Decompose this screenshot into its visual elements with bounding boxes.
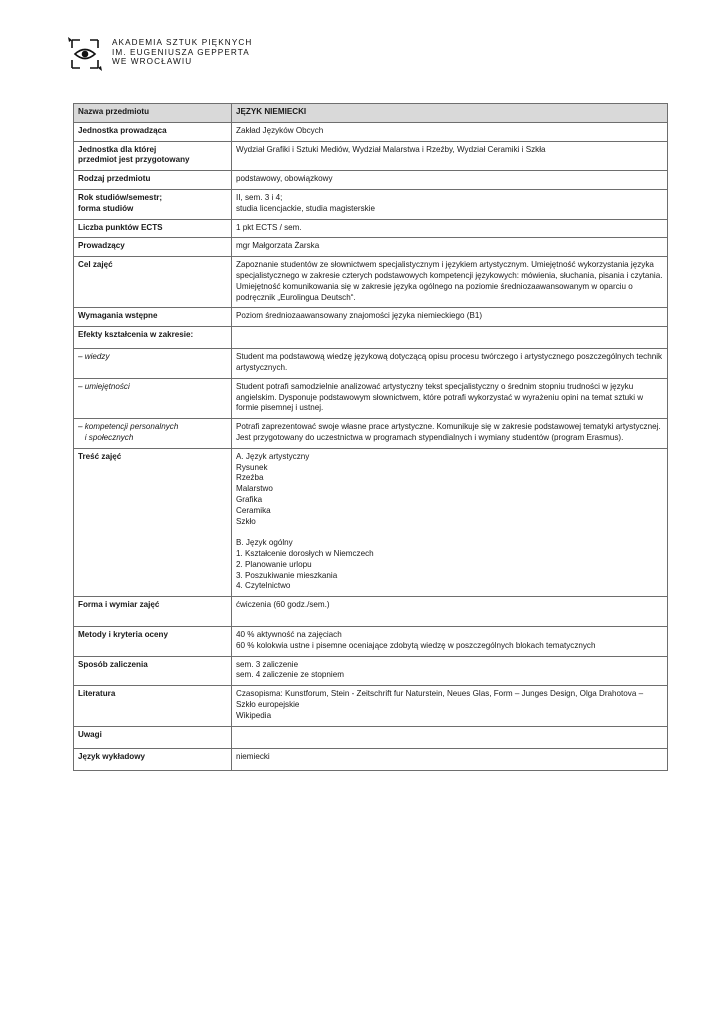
row-ects: [74, 219, 668, 238]
label-credit: Sposób zaliczenia: [74, 656, 232, 686]
row-goal: [74, 257, 668, 308]
row-credit: [74, 656, 668, 686]
row-form: [74, 597, 668, 627]
syllabus-table: [73, 103, 668, 771]
row-notes: [74, 726, 668, 748]
value-unit: Zakład Języków Obcych: [232, 122, 668, 141]
value-competences: Potrafi zaprezentować swoje własne prace artystyczne. Komunikuje się w zakresie podstawowej tematyki artystycznej. Jest przygotowany do uczestnictwa w programach stypendialnych i wymiany studentów (program Erasmus).: [232, 419, 668, 449]
row-competences: [74, 419, 668, 449]
value-instructor: mgr Małgorzata Żarska: [232, 238, 668, 257]
label-course-type: Rodzaj przedmiotu: [74, 171, 232, 190]
academy-name: [112, 34, 252, 67]
academy-name-line-2: IM. EUGENIUSZA GEPPERTA: [112, 47, 250, 57]
label-requirements: Wymagania wstępne: [74, 308, 232, 327]
value-target-unit: Wydział Grafiki i Sztuki Mediów, Wydział Malarstwa i Rzeźby, Wydział Ceramiki i Szkła: [232, 141, 668, 171]
row-assessment: [74, 627, 668, 657]
row-content: [74, 448, 668, 596]
label-ects: Liczba punktów ECTS: [74, 219, 232, 238]
value-credit: sem. 3 zaliczenie sem. 4 zaliczenie ze stopniem: [232, 656, 668, 686]
academy-name-line-1: AKADEMIA SZTUK PIĘKNYCH: [112, 38, 253, 47]
label-goal: Cel zajęć: [74, 257, 232, 308]
label-unit: Jednostka prowadząca: [74, 122, 232, 141]
label-skills: – umiejętności: [74, 378, 232, 418]
value-requirements: Poziom średniozaawansowany znajomości języka niemieckiego (B1): [232, 308, 668, 327]
label-form: Forma i wymiar zajęć: [74, 597, 232, 627]
row-literature: [74, 686, 668, 726]
row-instructor: [74, 238, 668, 257]
label-assessment: Metody i kryteria oceny: [74, 627, 232, 657]
label-knowledge: – wiedzy: [74, 349, 232, 379]
value-language: niemiecki: [232, 748, 668, 770]
value-course-type: podstawowy, obowiązkowy: [232, 171, 668, 190]
value-notes: [232, 726, 668, 748]
header: [66, 34, 252, 74]
value-knowledge: Student ma podstawową wiedzę językową dotyczącą opisu procesu twórczego i artystycznego poszczególnych technik artystycznych.: [232, 349, 668, 379]
row-unit: [74, 122, 668, 141]
label-target-unit: Jednostka dla której przedmiot jest przygotowany: [74, 141, 232, 171]
row-course-type: [74, 171, 668, 190]
row-skills: [74, 378, 668, 418]
value-content: A. Język artystyczny Rysunek Rzeźba Malarstwo Grafika Ceramika Szkło B. Język ogólny 1. Kształcenie dorosłych w Niemczech 2. Planowanie urlopu 3. Poszukiwanie mieszkania 4. Czytelnictwo: [232, 448, 668, 596]
label-notes: Uwagi: [74, 726, 232, 748]
value-goal: Zapoznanie studentów ze słownictwem specjalistycznym i językiem artystycznym. Umiejętność wykorzystania języka specjalistycznego w zakresie czterych podstawowych kompetencji językowych: mówienia, słuchania, pisania i czytania. Umiejętność komunikowania się w zakresie języka ogólnego na poziomie średniozaawansowanym w oparciu o podręcznik „Eurolingua Deutsch“.: [232, 257, 668, 308]
label-outcomes: Efekty kształcenia w zakresie:: [74, 327, 232, 349]
label-content: Treść zajęć: [74, 448, 232, 596]
value-outcomes: [232, 327, 668, 349]
value-form: ćwiczenia (60 godz./sem.): [232, 597, 668, 627]
value-assessment: 40 % aktywność na zajęciach 60 % kolokwia ustne i pisemne oceniające zdobytą wiedzę w poszczególnych blokach tematycznych: [232, 627, 668, 657]
row-course-name: [74, 104, 668, 123]
row-year: [74, 189, 668, 219]
label-language: Język wykładowy: [74, 748, 232, 770]
label-year: Rok studiów/semestr; forma studiów: [74, 189, 232, 219]
label-competences: – kompetencji personalnych i społecznych: [74, 419, 232, 449]
value-year: II, sem. 3 i 4; studia licencjackie, studia magisterskie: [232, 189, 668, 219]
row-outcomes: [74, 327, 668, 349]
label-course-name: Nazwa przedmiotu: [74, 104, 232, 123]
row-target-unit: [74, 141, 668, 171]
label-literature: Literatura: [74, 686, 232, 726]
label-instructor: Prowadzący: [74, 238, 232, 257]
value-ects: 1 pkt ECTS / sem.: [232, 219, 668, 238]
row-requirements: [74, 308, 668, 327]
value-course-name: JĘZYK NIEMIECKI: [232, 104, 668, 123]
academy-logo-icon: [66, 34, 104, 74]
row-knowledge: [74, 349, 668, 379]
row-language: [74, 748, 668, 770]
value-skills: Student potrafi samodzielnie analizować artystyczny tekst specjalistyczny o średnim stopniu trudności w języku angielskim. Dysponuje podstawowym słownictwem, które potrafi wykorzystać w wyrażeniu opini na temat sztuki w formie pisemnej i ustnej.: [232, 378, 668, 418]
academy-name-line-3: WE WROCŁAWIU: [112, 57, 193, 67]
value-literature: Czasopisma: Kunstforum, Stein - Zeitschrift fur Naturstein, Neues Glas, Form – Junges Design, Olga Drahotova – Szkło europejskie Wikipedia: [232, 686, 668, 726]
